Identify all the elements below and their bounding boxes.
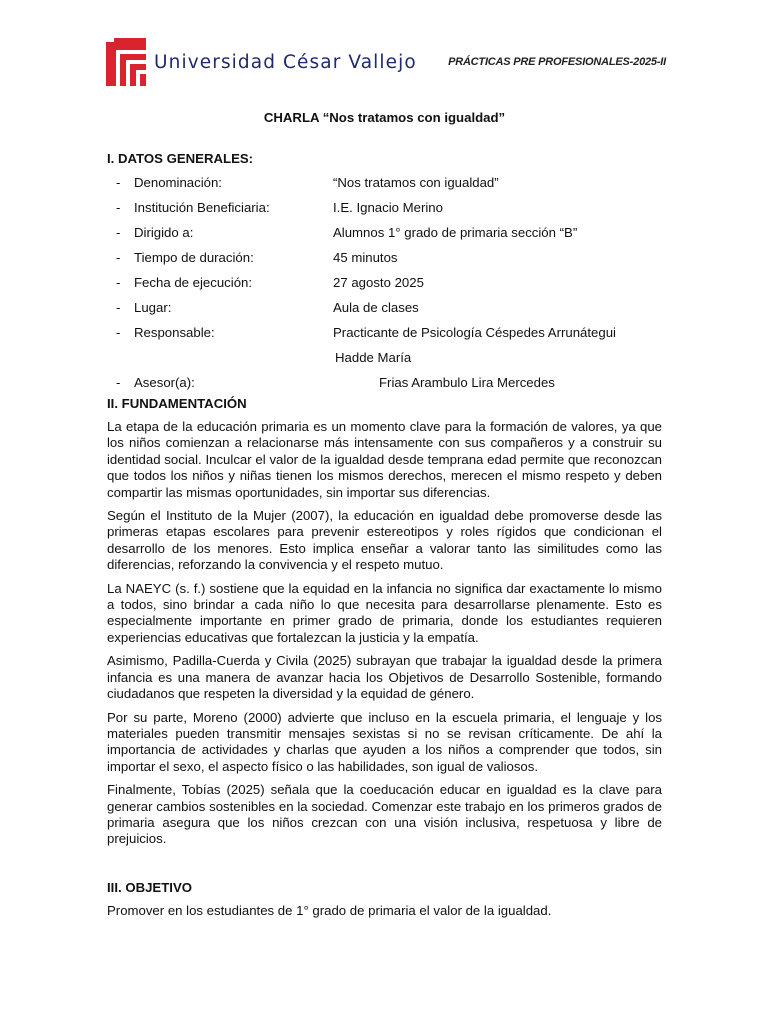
- header-program-label: PRÁCTICAS PRE PROFESIONALES-2025-II: [448, 56, 666, 68]
- paragraph: Asimismo, Padilla-Cuerda y Civila (2025) subrayan que trabajar la igualdad desde la primera infancia es una manera de avanzar hacia los Objetivos de Desarrollo Sostenible, formando ciudadanos que respeten la diversidad y la equidad de género.: [107, 653, 662, 702]
- section-heading-fundamentacion: II. FUNDAMENTACIÓN: [107, 396, 247, 411]
- item-value: “Nos tratamos con igualdad”: [333, 175, 499, 190]
- paragraph: La etapa de la educación primaria es un momento clave para la formación de valores, ya que los niños comienzan a relacionarse más intensamente con sus compañeros y a construir su identidad social. Inculcar el valor de la igualdad desde temprana edad permite que reconozcan que todos los niños y niñas tienen los mismos derechos, merecen el mismo respeto y deben compartir las mismas oportunidades, sin importar sus diferencias.: [107, 419, 662, 500]
- bullet-dash: -: [116, 225, 121, 240]
- page-header: [106, 38, 666, 90]
- item-label: Asesor(a):: [134, 375, 195, 390]
- list-item: [107, 270, 662, 295]
- item-label: Fecha de ejecución:: [134, 275, 253, 290]
- item-value: 45 minutos: [333, 250, 398, 265]
- list-item: [107, 370, 662, 395]
- list-item: [107, 170, 662, 195]
- item-label: Institución Beneficiaria:: [134, 200, 270, 215]
- section-heading-objetivo: III. OBJETIVO: [107, 879, 193, 895]
- section-heading-datos-generales: I. DATOS GENERALES:: [107, 151, 254, 166]
- item-label: Dirigido a:: [134, 225, 194, 240]
- item-value-continuation: Hadde María: [335, 350, 412, 365]
- item-value: Frias Arambulo Lira Mercedes: [379, 375, 555, 390]
- datos-generales-list: [107, 170, 662, 395]
- paragraph: Según el Instituto de la Mujer (2007), la educación en igualdad debe promoverse desde las primeras etapas escolares para prevenir estereotipos y roles rígidos que condicionan el desarrollo de los menores. Esto implica enseñar a valorar tanto las similitudes como las diferencias, reforzando la convivencia y el respeto mutuo.: [107, 508, 662, 573]
- item-label: Lugar:: [134, 300, 172, 315]
- item-value: Aula de clases: [333, 300, 419, 315]
- list-item: [107, 295, 662, 320]
- paragraph: Finalmente, Tobías (2025) señala que la coeducación educar en igualdad es la clave para generar cambios sostenibles en la sociedad. Comenzar este trabajo en los primeros grados de primaria asegura que los niños crezcan con una visión inclusiva, respetuosa y libre de prejuicios.: [107, 782, 662, 847]
- bullet-dash: -: [116, 325, 121, 340]
- item-label: Responsable:: [134, 325, 215, 340]
- document-title: CHARLA “Nos tratamos con igualdad”: [263, 110, 506, 125]
- list-item: [107, 220, 662, 245]
- item-label: Tiempo de duración:: [134, 250, 254, 265]
- university-name: Universidad César Vallejo: [154, 52, 417, 73]
- item-value: Practicante de Psicología Céspedes Arrunátegui: [333, 325, 616, 340]
- document-body: [107, 110, 662, 926]
- list-item: [107, 195, 662, 220]
- list-item: [107, 245, 662, 270]
- bullet-dash: -: [116, 175, 121, 190]
- paragraph: Promover en los estudiantes de 1° grado de primaria el valor de la igualdad.: [107, 902, 552, 918]
- bullet-dash: -: [116, 300, 121, 315]
- item-value: Alumnos 1° grado de primaria sección “B”: [333, 225, 578, 240]
- item-label: Denominación:: [134, 175, 222, 190]
- bullet-dash: -: [116, 375, 121, 390]
- paragraph: Por su parte, Moreno (2000) advierte que incluso en la escuela primaria, el lenguaje y los materiales pueden transmitir mensajes sexistas si no se revisan críticamente. De ahí la importancia de actividades y charlas que ayuden a los niños a comprender que todos, sin importar el sexo, el aspecto físico o las habilidades, son igual de valiosos.: [107, 709, 662, 774]
- item-value: I.E. Ignacio Merino: [333, 200, 443, 215]
- bullet-dash: -: [116, 200, 121, 215]
- bullet-dash: -: [116, 275, 121, 290]
- paragraph: La NAEYC (s. f.) sostiene que la equidad en la infancia no significa dar exactamente lo mismo a todos, sino brindar a cada niño lo que necesita para desarrollarse plenamente. Esto es especialmente importante en primer grado de primaria, donde los estudiantes requieren experiencias educativas que fortalezcan la justicia y la empatía.: [107, 580, 662, 645]
- bullet-dash: -: [116, 250, 121, 265]
- item-value: 27 agosto 2025: [333, 275, 424, 290]
- list-item: [107, 320, 662, 345]
- ucv-logo-icon: [106, 38, 146, 88]
